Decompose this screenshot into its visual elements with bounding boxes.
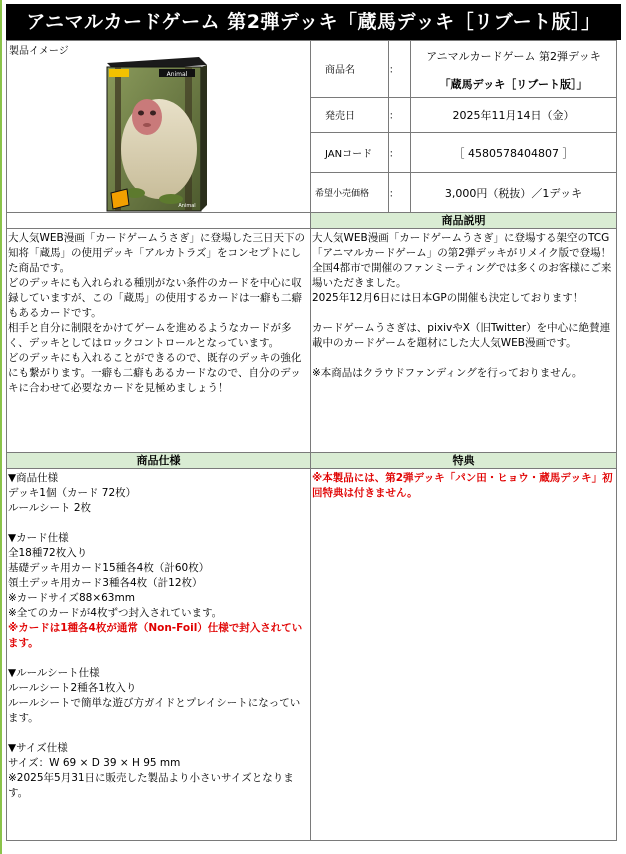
spec-s2-warning: ※カードは1種各4枚が通常（Non-Foil）仕様で封入されています。 (8, 622, 303, 649)
release-date-label: 発売日 (311, 97, 389, 133)
page-title: アニマルカードゲーム 第2弾デッキ「蔵馬デッキ［リブート版］」 (6, 4, 621, 40)
spec-s3-line2: ルールシートで簡単な遊び方ガイドとプレイシートになっています。 (8, 697, 301, 724)
colon: ： (389, 97, 411, 133)
spec-s2-line2: 基礎デッキ用カード15種各4枚（計60枚） (8, 562, 210, 574)
left-description (7, 229, 311, 453)
spec-s3-line1: ルールシート2種各1枚入り (8, 682, 137, 694)
release-date-value: 2025年11月14日（金） (411, 97, 617, 133)
right-description (311, 229, 617, 453)
left-desc-p4: どのデッキにも入れることができるので、既存のデッキの強化にも繋がります。一癖も二癖もあるカードなので、自分のデッキに合わせて必要なカードを見極めましょう！ (8, 352, 302, 394)
spec-s3-title: ▼ルールシート仕様 (8, 667, 100, 679)
spec-s2-line3: 領土デッキ用カード3種各4枚（計12枚） (8, 577, 203, 589)
right-desc-p2: 全国4都市で開催のファンミーティングでは多くのお客様にご来場いただきました。 (312, 262, 612, 289)
bonus-header: 特典 (311, 453, 617, 469)
product-name-label: 商品名 (311, 41, 389, 98)
spec-body (7, 469, 311, 841)
spec-s2-line4: ※カードサイズ88×63mm (8, 592, 135, 604)
box-corner-text: Animal (178, 203, 196, 209)
product-image-cell (7, 41, 311, 213)
spec-s2-title: ▼カード仕様 (8, 532, 69, 544)
price-label: 希望小売価格 (311, 173, 389, 213)
spec-s4-line2: ※2025年5月31日に販売した製品より小さいサイズとなります。 (8, 772, 294, 799)
deck-box-image (99, 53, 209, 213)
price-value: 3,000円（税抜）／1デッキ (411, 173, 617, 213)
colon: ： (389, 173, 411, 213)
product-table (6, 40, 617, 841)
spec-s2-line5: ※全てのカードが4枚ずつ封入されています。 (8, 607, 223, 619)
description-header: 商品説明 (311, 213, 617, 229)
left-desc-p1: 大人気WEB漫画「カードゲームうさぎ」に登場した三日天下の知将「蔵馬」の使用デッキ「アルカトラズ」をコンセプトにした商品です。 (8, 232, 306, 274)
right-desc-gap (312, 306, 615, 321)
spec-s1-line2: ルールシート 2枚 (8, 502, 92, 514)
left-desc-p2: どのデッキにも入れられる種別がない条件のカードを中心に収録していますが、この「蔵馬」の使用するカードは一癖も二癖もあるカードです。 (8, 277, 302, 319)
bonus-body (311, 469, 617, 841)
spec-s1-title: ▼商品仕様 (8, 472, 59, 484)
right-desc-p5: カードゲームうさぎは、pixivやX（旧Twitter）を中心に絶賛連載中のカードゲームを題材にした大人気WEB漫画です。 (312, 322, 611, 349)
jan-code-label: JANコード (311, 133, 389, 173)
jan-code-value: ［ 4580578404807 ］ (411, 133, 617, 173)
colon: ： (389, 41, 411, 98)
spec-s4-line1: サイズ：W 69 × D 39 × H 95 mm (8, 757, 181, 769)
spacer-cell (7, 213, 311, 229)
box-logo-text: Animal (166, 71, 188, 78)
product-name-value (411, 41, 617, 98)
spec-s2-line1: 全18種72枚入り (8, 547, 88, 559)
bonus-text: ※本製品には、第2弾デッキ「パン田・ヒョウ・蔵馬デッキ」初回特典は付きません。 (312, 472, 613, 499)
image-label: 製品イメージ (9, 46, 69, 57)
right-desc-p1: 大人気WEB漫画「カードゲームうさぎ」に登場する架空のTCG「アニマルカードゲーム」の第2弾デッキがリメイク版で登場！ (312, 232, 612, 259)
spec-s4-title: ▼サイズ仕様 (8, 742, 68, 754)
colon: ： (389, 133, 411, 173)
product-name-line1: アニマルカードゲーム 第2弾デッキ (426, 49, 601, 63)
left-desc-p3: 相手と自分に制限をかけてゲームを進めるようなカードが多く、デッキとしてはロックコントロールとなっています。 (8, 322, 292, 349)
product-name-line2: 「蔵馬デッキ［リブート版］」 (439, 77, 588, 91)
spec-s1-line1: デッキ1個（カード 72枚） (8, 487, 137, 499)
right-desc-p3: 2025年12月6日には日本GPの開催も決定しております！ (312, 292, 584, 304)
right-desc-p7: ※本商品はクラウドファンディングを行っておりません。 (312, 367, 583, 379)
right-desc-gap (312, 351, 615, 366)
spec-header: 商品仕様 (7, 453, 311, 469)
